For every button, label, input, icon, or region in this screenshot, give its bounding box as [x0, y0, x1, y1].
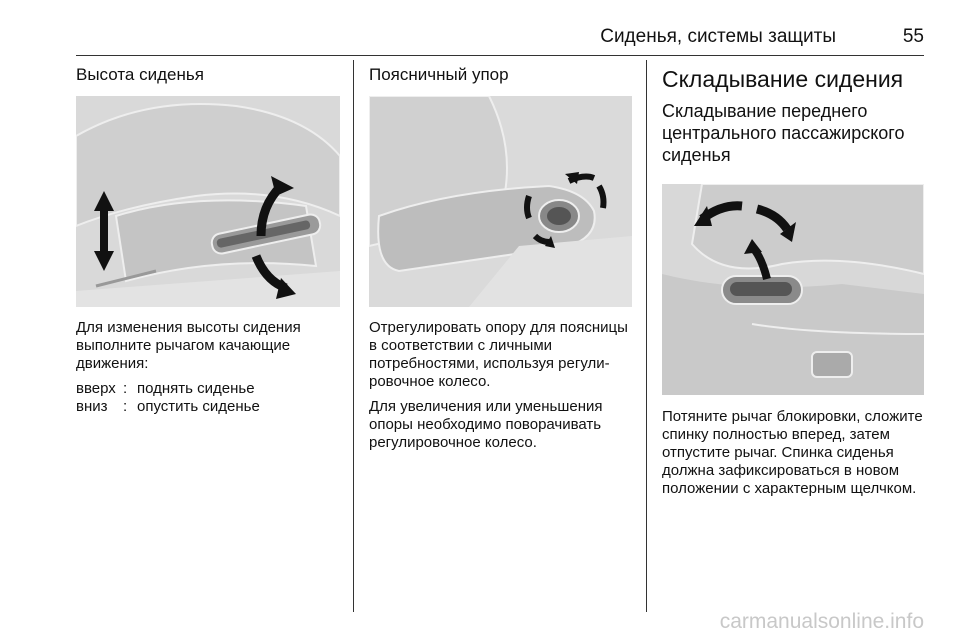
- section-title-seat-folding: Складывание сидения: [662, 66, 904, 92]
- seat-height-illustration: [76, 96, 340, 307]
- option-row-down: [76, 398, 260, 416]
- watermark: carmanualsonline.info: [719, 610, 924, 633]
- column-lumbar-support: [369, 64, 632, 452]
- column-seat-folding: [662, 64, 924, 498]
- column-seat-height: [76, 64, 340, 416]
- seat-height-instruction: Для изменения высоты сидения выполните рычагом качающие движения:: [76, 319, 301, 372]
- seat-height-options: [76, 380, 260, 416]
- lumbar-instruction-1: Отрегулировать опору для поясницы в соответствии с личными потребностями, используя регулировочное колесо.: [369, 319, 628, 390]
- option-sep: :: [123, 380, 128, 397]
- lumbar-support-illustration: [369, 96, 632, 307]
- option-key: вверх: [76, 380, 116, 397]
- seat-folding-illustration: [662, 184, 924, 395]
- section-heading-seat-height: Высота сиденья: [76, 65, 204, 84]
- running-header-title: Сиденья, системы защиты: [600, 26, 836, 47]
- option-sep: :: [123, 398, 128, 415]
- option-key: вниз: [76, 398, 108, 415]
- column-divider-2: [646, 60, 647, 612]
- option-value: поднять сиденье: [137, 380, 255, 397]
- section-heading-lumbar: Поясничный упор: [369, 65, 509, 84]
- folding-instruction: Потяните рычаг блокировки, сложите спинку полностью вперед, затем отпустите рычаг. Спинка сиденья должна зафиксироваться в новом положении с характерным щелчком.: [662, 408, 923, 497]
- header-rule: [76, 55, 924, 56]
- column-divider-1: [353, 60, 354, 612]
- option-value: опустить сиденье: [137, 398, 260, 415]
- lumbar-instruction-2: Для увеличения или уменьшения опоры необходимо поворачивать регулировочное колесо.: [369, 398, 603, 451]
- subsection-heading-folding: Складывание переднего центрального пассажирского сиденья: [662, 101, 905, 165]
- option-row-up: [76, 380, 260, 398]
- page-number: 55: [902, 26, 924, 47]
